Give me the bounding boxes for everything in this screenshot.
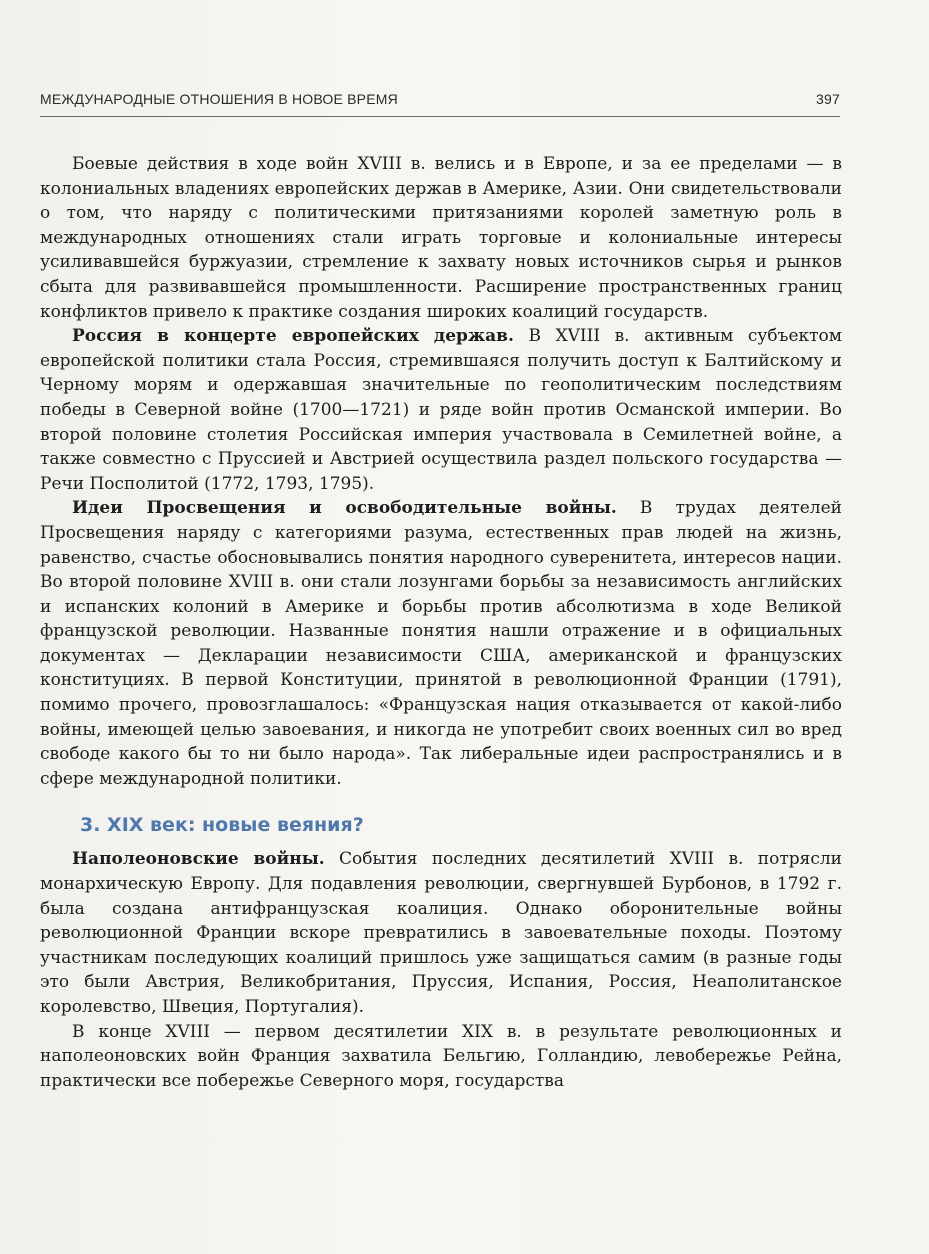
running-header-title: МЕЖДУНАРОДНЫЕ ОТНОШЕНИЯ В НОВОЕ ВРЕМЯ (40, 91, 398, 107)
paragraph-text: В трудах деятелей Просвещения наряду с категориями разума, естественных прав людей на жизнь, равенство, счастье обосновывались понятия народного суверенитета, интересов нации. Во второй половине XVIII в. они стали лозунгами борьбы за независимость английских и испанских колоний в Америке и борьбы против абсолютизма в ходе Великой французской революции. Названные понятия нашли отражение и в официальных документах — Декларации независимости США, американской и французских конституциях. В первой Конституции, принятой в революционной Франции (1791), помимо прочего, провозглашалось: «Французская нация отказывается от какой-либо войны, имеющей целью завоевания, и никогда не употребит своих военных сил во вред свободе какого бы то ни было народа». Так либеральные идеи распространялись и в сфере международной политики. (40, 498, 842, 789)
paragraph-enlightenment (40, 496, 842, 791)
paragraph-text: В конце XVIII — первом десятилетии XIX в. в результате революционных и наполеоновских войн Франция захватила Бельгию, Голландию, левобережье Рейна, практически все побережье Северного моря, государства (40, 1021, 842, 1091)
header-rule (40, 116, 840, 117)
section-heading: 3. XIX век: новые веяния? (80, 814, 364, 837)
running-header (40, 91, 840, 111)
paragraph-coalitions (40, 152, 842, 324)
paragraph-russia (40, 324, 842, 496)
paragraph-lead: Наполеоновские войны. (72, 849, 325, 870)
body-text (40, 152, 842, 1093)
paragraph-lead: Россия в концерте европейских держав. (72, 326, 514, 347)
paragraph-napoleonic-wars (40, 847, 842, 1019)
paragraph-text: События последних десятилетий XVIII в. потрясли монархическую Европу. Для подавления революции, свергнувшей Бурбонов, в 1792 г. была создана антифранцузская коалиция. Однако оборонительные войны революционной Франции вскоре превратились в завоевательные походы. Поэтому участникам последующих коалиций пришлось уже защищаться самим (в разные годы это были Австрия, Великобритания, Пруссия, Испания, Россия, Неаполитанское королевство, Швеция, Португалия). (40, 849, 842, 1017)
page-number: 397 (816, 91, 840, 107)
paragraph-french-conquests (40, 1020, 842, 1094)
paragraph-text: Боевые действия в ходе войн XVIII в. велись и в Европе, и за ее пределами — в колониальных владениях европейских держав в Америке, Азии. Они свидетельствовали о том, что наряду с политическими притязаниями королей заметную роль в международных отношениях стали играть торговые и колониальные интересы усиливавшейся буржуазии, стремление к захвату новых источников сырья и рынков сбыта для развивавшейся промышленности. Расширение пространственных границ конфликтов привело к практике создания широких коалиций государств. (40, 154, 842, 322)
paragraph-lead: Идеи Просвещения и освободительные войны. (72, 498, 617, 519)
paragraph-text: В XVIII в. активным субъектом европейской политики стала Россия, стремившаяся получить доступ к Балтийскому и Черному морям и одержавшая значительные по геополитическим последствиям победы в Северной войне (1700—1721) и ряде войн против Османской империи. Во второй половине столетия Российская империя участвовала в Семилетней войне, а также совместно с Пруссией и Австрией осуществила раздел польского государства — Речи Посполитой (1772, 1793, 1795). (40, 326, 843, 494)
